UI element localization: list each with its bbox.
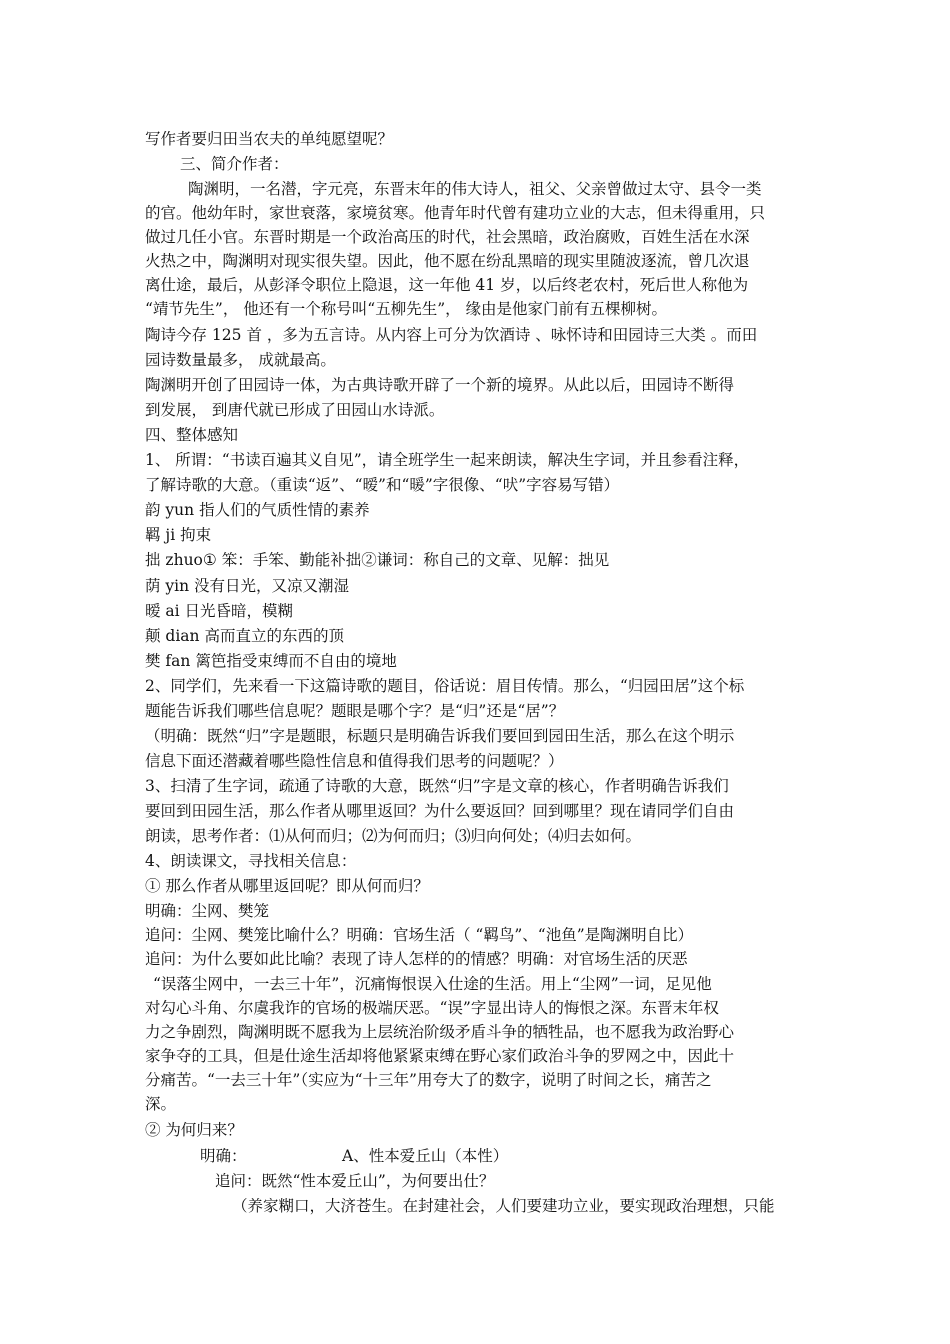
text-line: 追问：为什么要如此比喻？表现了诗人怎样的的情感？明确：对官场生活的厌恶 <box>145 950 688 968</box>
text-line: 家争夺的工具，但是仕途生活却将他紧紧束缚在野心家们政治斗争的罗网之中，因此十 <box>145 1047 735 1065</box>
text-line: 分痛苦。“一去三十年”（实应为“十三年”用夸大了的数字，说明了时间之长，痛苦之 <box>145 1071 712 1089</box>
text-line: 深。 <box>145 1095 177 1113</box>
vocab-line: 暧 ai 日光昏暗，模糊 <box>145 602 294 620</box>
text-line: 追问：尘网、樊笼比喻什么？明确：官场生活（ “羁鸟”、“池鱼”是陶渊明自比） <box>145 926 694 944</box>
text-line: ② 为何归来？ <box>145 1121 243 1139</box>
text-line: 1、 所谓：“书读百遍其义自见”，请全班学生一起来朗读，解决生字词，并且参看注释， <box>145 451 750 469</box>
text-line: 题能告诉我们哪些信息呢？题眼是哪个字？是“归”还是“居”？ <box>145 702 565 720</box>
text-line: （养家糊口，大济苍生。在封建社会，人们要建功立业，要实现政治理想，只能 <box>232 1197 775 1215</box>
text-line: 的官。他幼年时，家世衰落，家境贫寒。他青年时代曾有建功立业的大志，但未得重用，只 <box>145 204 766 222</box>
text-line: 4、朗读课文，寻找相关信息： <box>145 852 357 870</box>
vocab-line: 荫 yin 没有日光，又凉又潮湿 <box>145 577 350 595</box>
section-heading: 四、整体感知 <box>145 426 239 444</box>
text-line: 明确： <box>200 1147 247 1165</box>
text-line: 信息下面还潜藏着哪些隐性信息和值得我们思考的问题呢？） <box>145 752 564 770</box>
text-line: 园诗数量最多， 成就最高。 <box>145 351 336 369</box>
text-line: ① 那么作者从哪里返回呢？即从何而归？ <box>145 877 429 895</box>
text-line: 力之争剧烈，陶渊明既不愿我为上层统治阶级矛盾斗争的牺牲品，也不愿我为政治野心 <box>145 1023 735 1041</box>
section-heading: 三、简介作者： <box>180 155 289 173</box>
text-line: 做过几任小官。东晋时期是一个政治高压的时代，社会黑暗，政治腐败，百姓生活在水深 <box>145 228 750 246</box>
text-line: A、性本爱丘山（本性） <box>342 1147 509 1165</box>
text-line: 要回到田园生活，那么作者从哪里返回？为什么要返回？回到哪里？现在请同学们自由 <box>145 802 735 820</box>
vocab-line: 韵 yun 指人们的气质性情的素养 <box>145 501 370 519</box>
text-line: 到发展， 到唐代就已形成了田园山水诗派。 <box>145 401 445 419</box>
text-line: 朗读，思考作者：⑴从何而归；⑵为何而归；⑶归向何处；⑷归去如何。 <box>145 827 642 845</box>
text-line: 追问：既然“性本爱丘山”，为何要出仕？ <box>215 1172 495 1190</box>
text-line: 了解诗歌的大意。（重读“返”、“暧”和“暖”字很像、“吠”字容易写错） <box>145 476 620 494</box>
text-line: 写作者要归田当农夫的单纯愿望呢？ <box>145 130 394 148</box>
text-line: “靖节先生”， 他还有一个称号叫“五柳先生”， 缘由是他家门前有五棵柳树。 <box>145 300 668 318</box>
text-line: 对勾心斗角、尔虞我诈的官场的极端厌恶。“误”字显出诗人的悔恨之深。东晋末年权 <box>145 999 719 1017</box>
vocab-line: 颠 dian 高而直立的东西的顶 <box>145 627 344 645</box>
vocab-line: 樊 fan 篱笆指受束缚而不自由的境地 <box>145 652 397 670</box>
text-line: （明确：既然“归”字是题眼，标题只是明确告诉我们要回到园田生活，那么在这个明示 <box>145 727 735 745</box>
text-line: 陶诗今存 125 首 ，多为五言诗。从内容上可分为饮酒诗 、咏怀诗和田园诗三大类 。而田 <box>145 326 758 344</box>
text-line: 3、扫清了生字词，疏通了诗歌的大意，既然“归”字是文章的核心，作者明确告诉我们 <box>145 777 729 795</box>
text-line: “误落尘网中，一去三十年”，沉痛悔恨误入仕途的生活。用上“尘网”一词，足见他 <box>153 975 712 993</box>
text-line: 离仕途，最后，从彭泽令职位上隐退，这一年他 41 岁，以后终老农村，死后世人称他为 <box>145 276 749 294</box>
vocab-line: 羁 ji 拘束 <box>145 526 212 544</box>
text-line: 2、同学们，先来看一下这篇诗歌的题目，俗话说：眉目传情。那么，“归园田居”这个标 <box>145 677 745 695</box>
text-line: 火热之中，陶渊明对现实很失望。因此，他不愿在纷乱黑暗的现实里随波逐流，曾几次退 <box>145 252 750 270</box>
vocab-line: 拙 zhuo① 笨：手笨、勤能补拙②谦词：称自己的文章、见解：拙见 <box>145 551 610 569</box>
text-line: 陶渊明开创了田园诗一体，为古典诗歌开辟了一个新的境界。从此以后，田园诗不断得 <box>145 376 735 394</box>
text-line: 陶渊明，一名潜，字元亮，东晋末年的伟大诗人，祖父、父亲曾做过太守、县令一类 <box>188 180 762 198</box>
text-line: 明确：尘网、樊笼 <box>145 902 270 920</box>
